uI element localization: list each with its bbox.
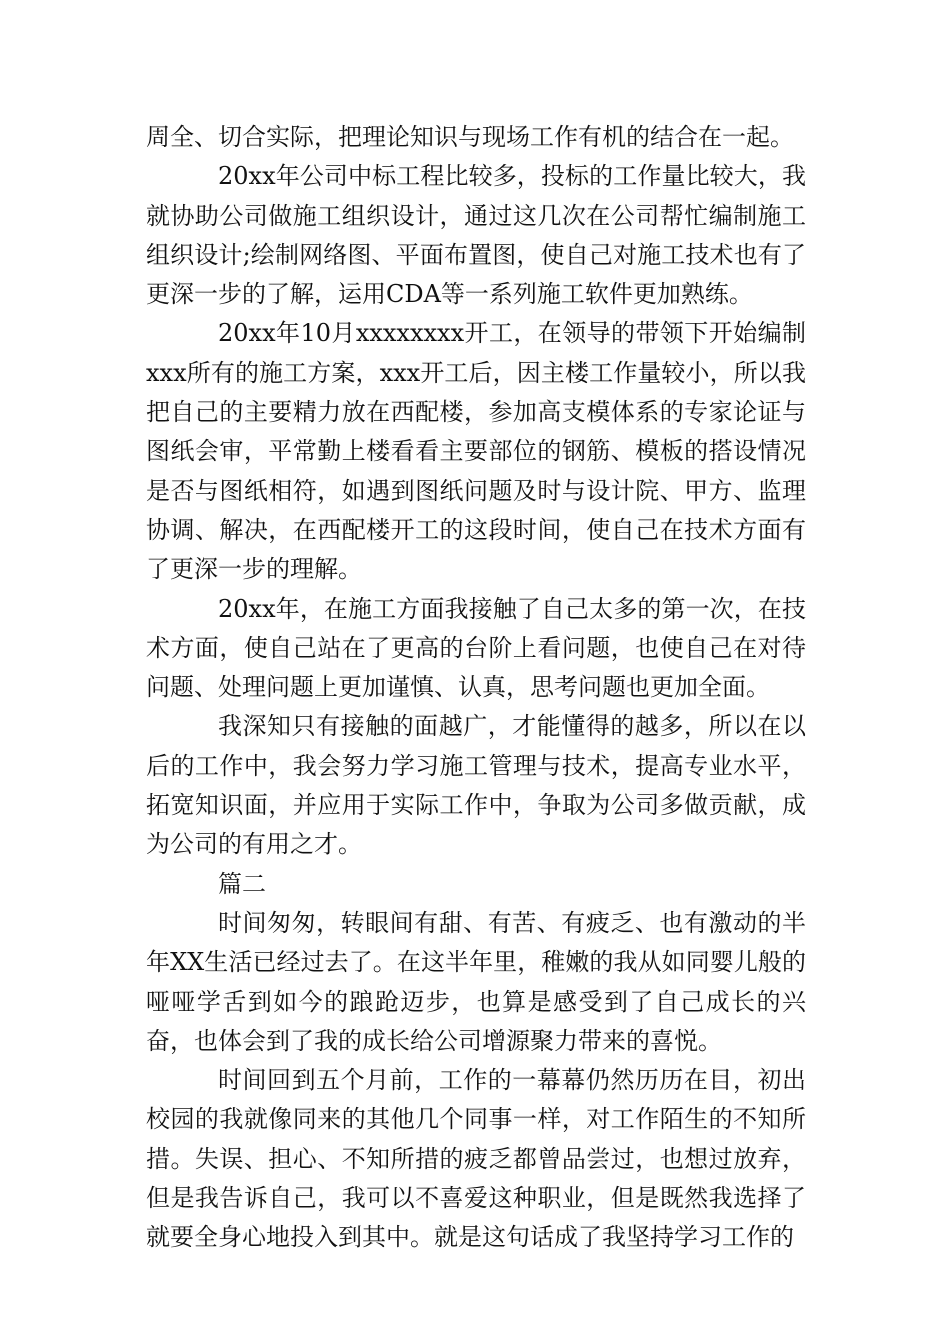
document-body bbox=[146, 118, 806, 1258]
paragraph-first-experiences: 20xx年，在施工方面我接触了自己太多的第一次，在技术方面，使自己站在了更高的台阶上看问题，也使自己在对待问题、处理问题上更加谨慎、认真，思考问题也更加全面。 bbox=[146, 594, 806, 702]
section-heading-part-two: 篇二 bbox=[218, 869, 266, 898]
paragraph-construction-start: 20xx年10月xxxxxxxx开工，在领导的带领下开始编制xxx所有的施工方案，xxx开工后，因主楼工作量较小，所以我把自己的主要精力放在西配楼，参加高支模体系的专家论证与图纸会审，平常勤上楼看看主要部位的钢筋、模板的搭设情况是否与图纸相符，如遇到图纸问题及时与设计院、甲方、监理协调、解决，在西配楼开工的这段时间，使自己在技术方面有了更深一步的理解。 bbox=[146, 319, 806, 584]
paragraph-future-plans: 我深知只有接触的面越广，才能懂得的越多，所以在以后的工作中，我会努力学习施工管理与技术，提高专业水平，拓宽知识面，并应用于实际工作中，争取为公司多做贡献，成为公司的有用之才。 bbox=[146, 712, 806, 859]
paragraph-five-months-ago: 时间回到五个月前，工作的一幕幕仍然历历在目，初出校园的我就像同来的其他几个同事一样，对工作陌生的不知所措。失误、担心、不知所措的疲乏都曾品尝过，也想过放弃，但是我告诉自己，我可以不喜爱这种职业，但是既然我选择了就要全身心地投入到其中。就是这句话成了我坚持学习工作的 bbox=[146, 1066, 806, 1252]
paragraph-bidding-work: 20xx年公司中标工程比较多，投标的工作量比较大，我就协助公司做施工组织设计，通过这几次在公司帮忙编制施工组织设计;绘制网络图、平面布置图，使自己对施工技术也有了更深一步的了解，运用CDA等一系列施工软件更加熟练。 bbox=[146, 162, 806, 309]
paragraph-continuation: 周全、切合实际，把理论知识与现场工作有机的结合在一起。 bbox=[146, 123, 794, 151]
paragraph-half-year: 时间匆匆，转眼间有甜、有苦、有疲乏、也有激动的半年XX生活已经过去了。在这半年里，稚嫩的我从如同婴儿般的哑哑学舌到如今的踉跄迈步，也算是感受到了自己成长的兴奋，也体会到了我的成长给公司增源聚力带来的喜悦。 bbox=[146, 908, 806, 1055]
